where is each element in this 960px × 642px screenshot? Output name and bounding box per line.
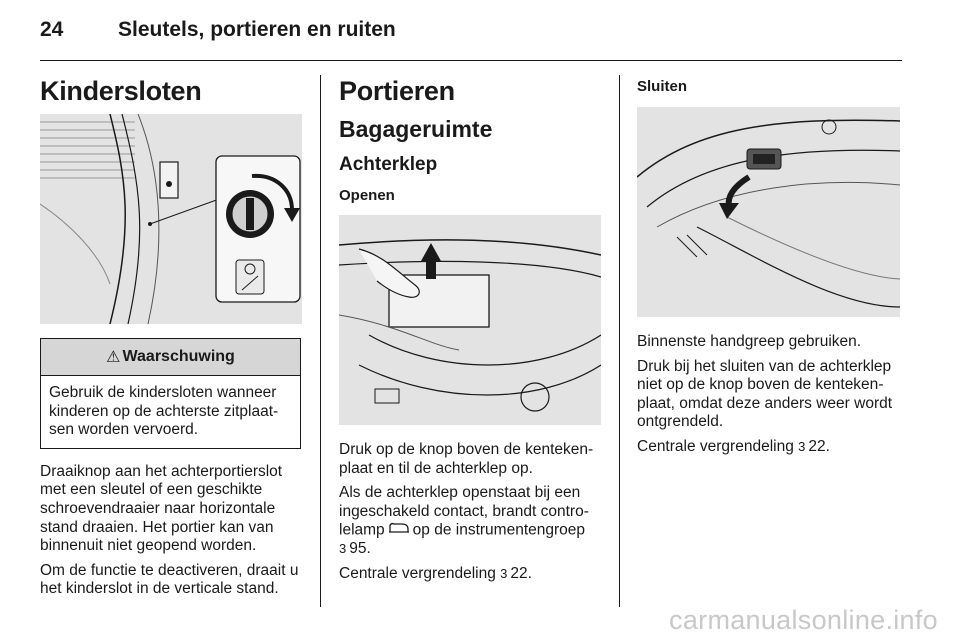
xref-page-22[interactable]: 22. <box>510 564 532 582</box>
tailgate-close-illustration <box>637 107 900 317</box>
subsection-achterklep: Achterklep <box>339 154 438 175</box>
child-lock-drawing <box>40 114 302 324</box>
tailgate-open-drawing <box>339 215 601 425</box>
warning-triangle-icon: ⚠ <box>106 349 121 366</box>
warning-box <box>40 338 301 449</box>
child-lock-illustration <box>40 114 302 324</box>
central-locking-label: Centrale vergrendeling <box>339 564 496 582</box>
paragraph-central-locking-ref <box>339 565 605 584</box>
tailgate-open-illustration <box>339 215 601 425</box>
xref-arrow-icon: 3 <box>798 438 806 454</box>
section-bagageruimte: Bagageruimte <box>339 116 493 142</box>
paragraph-tailgate-warning-lamp <box>339 484 605 559</box>
header-divider <box>40 60 902 61</box>
lamp-text-before: Als de achterklep openstaat bij een ingeschakeld contact, brandt controlelamp <box>339 484 589 539</box>
column-divider-right <box>619 75 620 607</box>
section-title-portieren: Portieren <box>339 76 455 106</box>
right-column <box>637 75 903 463</box>
central-locking-label-right: Centrale vergrendeling <box>637 437 794 455</box>
paragraph-child-lock-enable: Draaiknop aan het achterportierslot met een sleutel of een geschikte schroevendraaier naar horizontale stand draaien. Het portier kan van binnenuit niet geopend worden. <box>40 462 283 555</box>
paragraph-open-tailgate: Druk op de knop boven de kentekenplaat en til de achterklep op. <box>339 441 594 477</box>
watermark: carmanualsonline.info <box>669 605 938 635</box>
paragraph-child-lock-disable: Om de functie te deactiveren, draait u het kinderslot in de verticale stand. <box>40 561 299 598</box>
warning-header <box>41 339 300 376</box>
column-divider-left <box>320 75 321 607</box>
chapter-title: Sleutels, portieren en ruiten <box>118 18 396 41</box>
left-column <box>40 75 306 605</box>
paragraph-closing-note: Druk bij het sluiten van de achterklep niet op de knop boven de kentekenplaat, omdat deze anders weer wordt ontgrendeld. <box>637 357 893 431</box>
page-number: 24 <box>40 18 64 41</box>
subheading-openen: Openen <box>339 187 395 204</box>
middle-column <box>339 75 605 590</box>
section-title-kindersloten: Kindersloten <box>40 76 202 106</box>
tailgate-open-lamp-icon <box>388 521 410 540</box>
lamp-text-after: op de instrumentengroep <box>412 521 586 539</box>
paragraph-central-locking-ref-right <box>637 438 903 457</box>
page-header <box>40 18 900 58</box>
xref-arrow-icon: 3 <box>500 565 508 581</box>
xref-page-95[interactable]: 95. <box>349 540 371 558</box>
xref-arrow-icon: 3 <box>339 541 347 557</box>
subheading-sluiten: Sluiten <box>637 78 688 95</box>
warning-text: Gebruik de kindersloten wanneer kinderen op de achterste zitplaatsen worden vervoerd. <box>49 384 279 439</box>
xref-page-22-right[interactable]: 22. <box>808 437 830 455</box>
paragraph-use-handle: Binnenste handgreep gebruiken. <box>637 333 862 350</box>
warning-title: Waarschuwing <box>122 348 235 365</box>
tailgate-close-drawing <box>637 107 900 317</box>
